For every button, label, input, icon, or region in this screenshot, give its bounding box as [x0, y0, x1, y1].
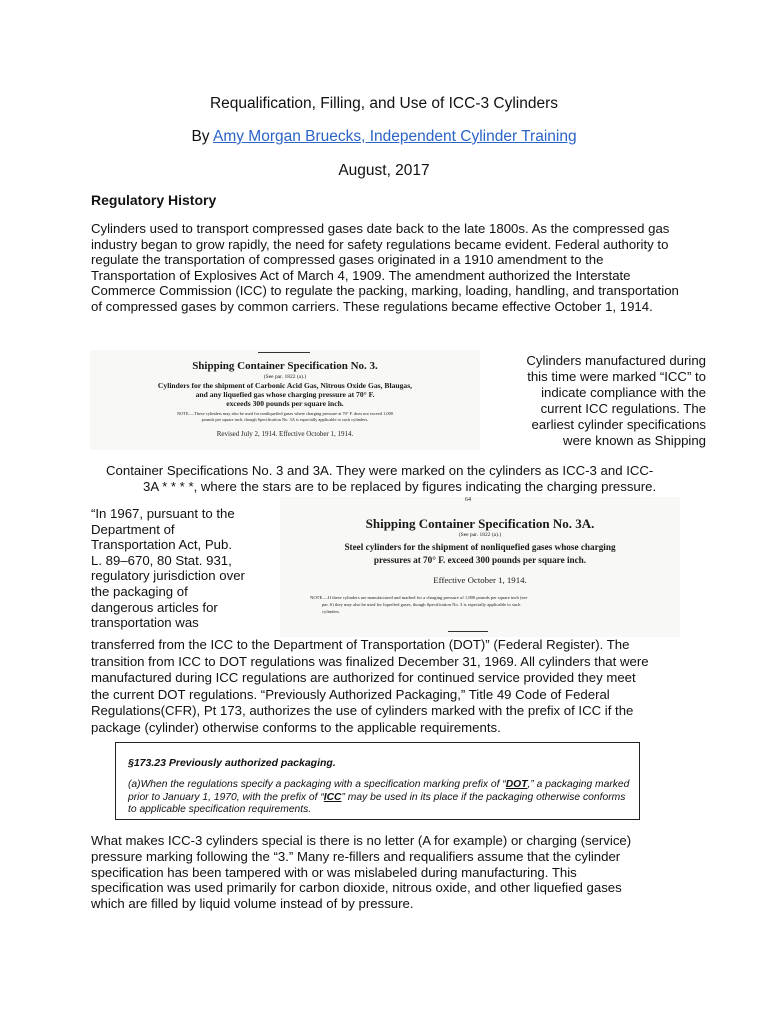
scan2-effective: Effective October 1, 1914.: [433, 575, 527, 585]
quote-line: dangerous articles for: [91, 599, 218, 615]
section-heading: Regulatory History: [91, 192, 217, 208]
continue-line: 3A * * * *, where the stars are to be replaced by figures indicating the charging pressure.: [143, 479, 657, 494]
side-text-block: [480, 353, 706, 448]
regulation-body-part: ” may be used in its place if the packaging otherwise conforms to applicable specification requirements.: [128, 791, 626, 816]
author-link[interactable]: Amy Morgan Bruecks, Independent Cylinder Training: [212, 128, 577, 145]
quote-line: Department of: [91, 521, 175, 537]
paragraph3-line: pressure marking following the “3.” Many re-fillers and requalifiers assume that the cylinder: [91, 848, 621, 864]
regulation-body-part: (a)When the regulations specify a packaging with a specification marking prefix of “: [128, 779, 506, 790]
quote-line: regulatory jurisdiction over: [91, 568, 245, 584]
document-date: August, 2017: [338, 162, 430, 179]
side-text-line: current ICC regulations. The: [540, 400, 706, 416]
dot-prefix: DOT: [505, 779, 528, 790]
regulation-quote-box: [115, 742, 640, 820]
paragraph3-line: specification was used primarily for carbon dioxide, nitrous oxide, and other liquefied gases: [91, 880, 622, 896]
regulation-title: §173.23 Previously authorized packaging.: [128, 757, 336, 769]
regulation-body-part: ,” a packaging marked prior to January 1, 1970, with the prefix of “: [128, 779, 630, 803]
paragraph2-line: the current DOT regulations. “Previously Authorized Packaging,” Title 49 Code of Federal: [91, 686, 610, 702]
paragraph2-line: transferred from the ICC to the Department of Transportation (DOT)” (Federal Register). The: [91, 637, 630, 652]
side-text-line: were known as Shipping: [563, 432, 706, 448]
by-prefix: By: [191, 128, 213, 145]
icc-prefix: ICC: [323, 791, 342, 803]
scan1-ref: (See par. 1822 (a).): [263, 374, 307, 380]
byline: [0, 128, 768, 146]
scan1-note2: pounds per square inch, though Specification No. 3A is especially applicable to such cylinders.: [201, 417, 369, 422]
paragraph-dot-transition: [91, 637, 691, 737]
quote-line: transportation was: [91, 615, 199, 631]
paragraph3-line: specification has been tampered with or was mislabeled during manufacturing. This: [91, 864, 577, 880]
scan2-note1: NOTE.—If these cylinders are manufactured and marked for a charging pressure of 1,800 pounds per square inch (see: [310, 595, 528, 600]
quote-line: Transportation Act, Pub.: [91, 537, 232, 553]
scanned-spec-no3a-image: [280, 497, 680, 637]
paragraph3-line: which are filled by liquid volume instead of by pressure.: [91, 896, 414, 912]
scanned-spec-no3-image: [90, 350, 480, 450]
scan1-line3: exceeds 300 pounds per square inch.: [226, 399, 344, 408]
scan1-title: Shipping Container Specification No. 3.: [192, 360, 378, 372]
paragraph-regulatory-history: Cylinders used to transport compressed gases date back to the late 1800s. As the compressed gas industry began to grow rapidly, the need for safety regulations became evident. Federal authority to regulate the transportation of compressed gases originated in a 1910 amendment to the Transportation of Explosives Act of March 4, 1909. The amendment authorized the Interstate Commerce Commission (ICC) to regulate the packing, marking, loading, handling, and transportation of compressed gases by common carriers. These regulations became effective October 1, 1914.: [91, 221, 679, 314]
paragraph2-line: transition from ICC to DOT regulations was finalized December 31, 1969. All cylinders that were: [91, 653, 649, 669]
side-text-line: this time were marked “ICC” to: [527, 368, 706, 384]
side-text-line: earliest cylinder specifications: [531, 416, 706, 432]
quote-block: [91, 506, 276, 631]
scan2-page-number: 64: [465, 497, 471, 503]
regulation-body: [128, 779, 633, 817]
paragraph2-line: package (cylinder) otherwise conforms to the applicable requirements.: [91, 719, 501, 735]
scan2-line1: Steel cylinders for the shipment of nonliquefied gases whose charging: [344, 542, 616, 552]
scan2-line2: pressures at 70° F. exceed 300 pounds per square inch.: [373, 555, 587, 565]
side-text-line: indicate compliance with the: [541, 384, 706, 400]
scan2-title: Shipping Container Specification No. 3A.: [365, 516, 595, 531]
scan1-note1: NOTE.—These cylinders may also be used for nonliquefied gases where charging pressure at 70° F. does not exceed 1,000: [176, 411, 394, 416]
quote-line: the packaging of: [91, 583, 188, 599]
continue-line: Container Specifications No. 3 and 3A. They were marked on the cylinders as ICC-3 and ICC-: [106, 463, 654, 478]
scan2-note2: par. 6) they may also be used for liquefied gases, though Specification No. 3 is especially applicable to such: [322, 602, 521, 607]
paragraph2-line: manufactured during ICC regulations are authorized for continued service provided they meet: [91, 670, 636, 686]
paragraph3-line: What makes ICC-3 cylinders special is there is no letter (A for example) or charging (service): [91, 833, 632, 848]
paragraph2-line: Regulations(CFR), Pt 173, authorizes the use of cylinders marked with the prefix of ICC if the: [91, 703, 634, 719]
quote-line: L. 89–670, 80 Stat. 931,: [91, 552, 232, 568]
side-text-line: Cylinders manufactured during: [526, 353, 706, 368]
scan1-line2: and any liquefied gas whose charging pressure at 70° F.: [195, 390, 375, 399]
scan2-note3: cylinders.: [322, 609, 340, 614]
scan2-ref: (See par. 1822 (a).): [458, 532, 502, 538]
scan1-revised: Revised July 2, 1914. Effective October 1, 1914.: [216, 430, 354, 438]
paragraph-icc3-special: [91, 833, 691, 912]
document-title: Requalification, Filling, and Use of ICC-3 Cylinders: [209, 95, 559, 112]
scan1-line1: Cylinders for the shipment of Carbonic Acid Gas, Nitrous Oxide Gas, Blaugas,: [157, 381, 413, 390]
quote-line: “In 1967, pursuant to the: [91, 506, 235, 521]
